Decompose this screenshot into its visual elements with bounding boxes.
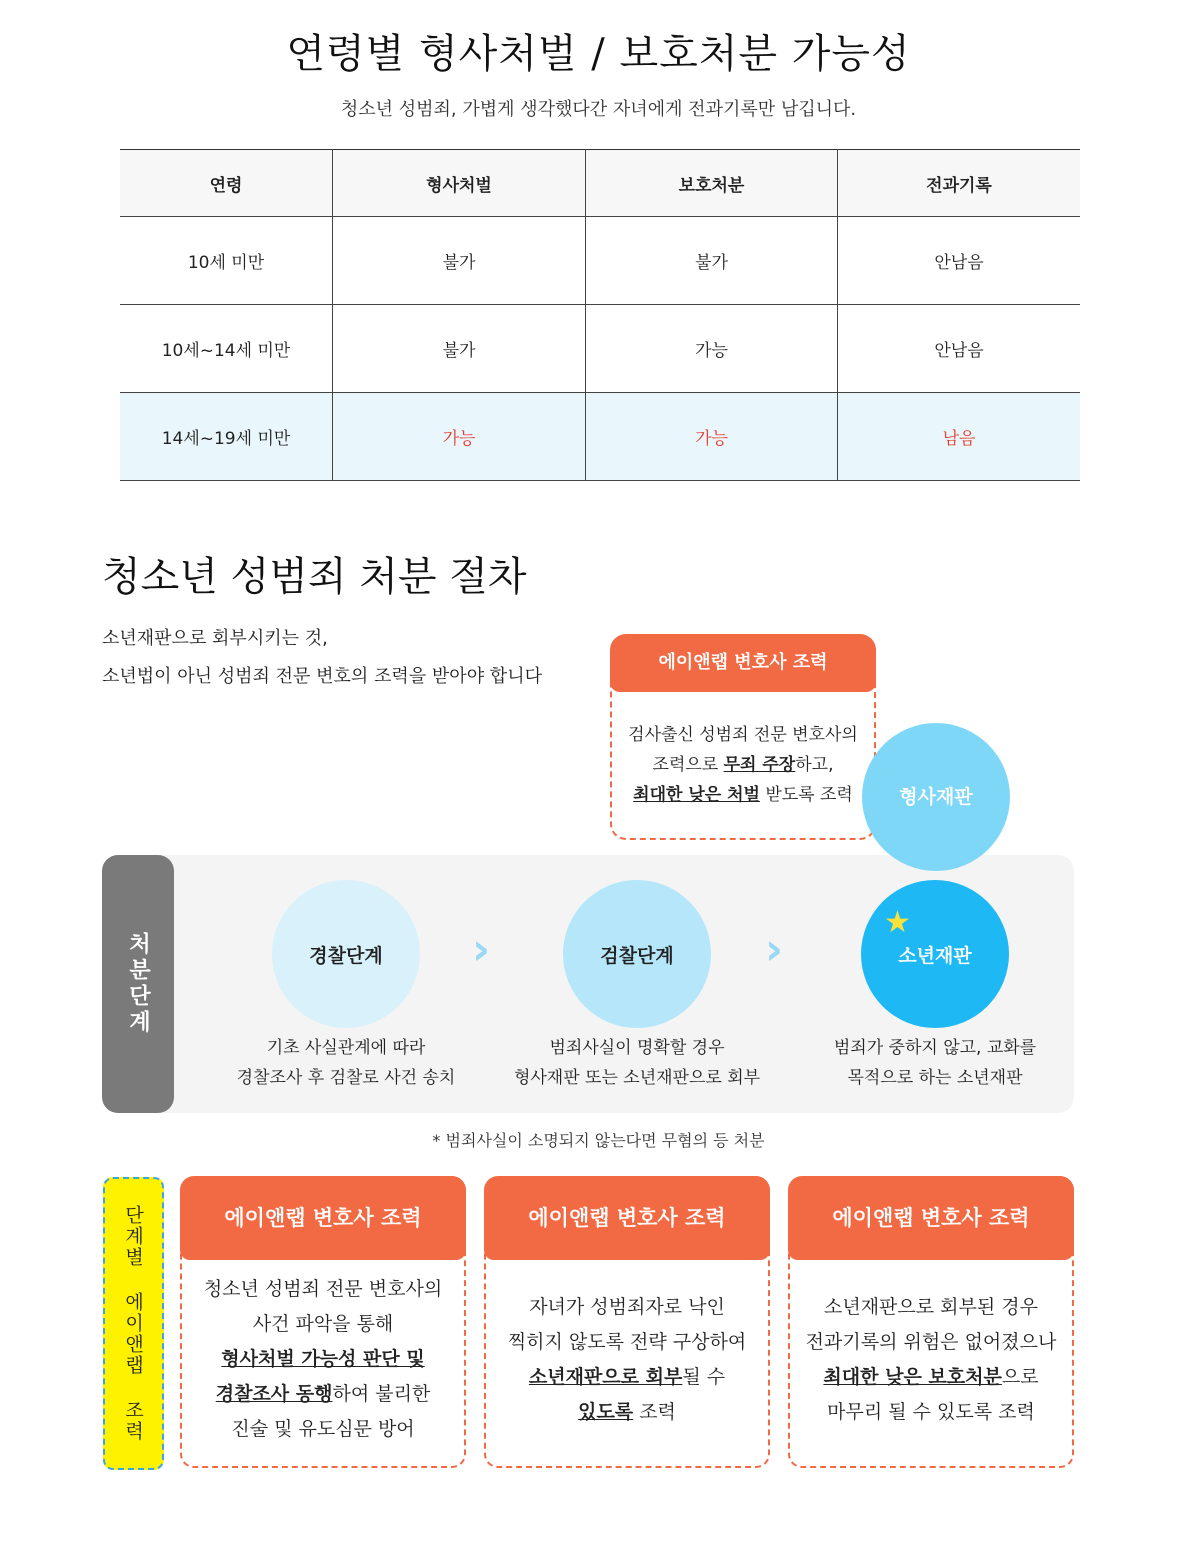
support-card [180, 1176, 466, 1466]
table-cell: 가능 [586, 393, 838, 481]
table-row [120, 217, 1080, 305]
lawyer-support-box [610, 634, 876, 840]
police-stage-circle: 경찰단계 [272, 880, 420, 1028]
table-cell: 불가 [333, 217, 586, 305]
star-icon: ★ [884, 905, 911, 940]
stage-description: 범죄가 중하지 않고, 교화를 목적으로 하는 소년재판 [833, 1038, 1037, 1088]
support-stage-label: 단계별 에이앤랩 조력 [103, 1177, 164, 1470]
stage-label: 처분단계 [102, 855, 174, 1113]
table-cell: 안남음 [838, 305, 1081, 393]
intro-line: 소년법이 아닌 성범죄 전문 변호의 조력을 받아야 합니다 [102, 666, 542, 687]
table-cell: 가능 [333, 393, 586, 481]
table-header: 보호처분 [586, 150, 838, 217]
intro-line: 소년재판으로 회부시키는 것, [102, 628, 328, 649]
card-heading: 에이앤랩 변호사 조력 [788, 1176, 1074, 1260]
card-heading: 에이앤랩 변호사 조력 [180, 1176, 466, 1260]
table-cell: 10세 미만 [120, 217, 333, 305]
table-header: 연령 [120, 150, 333, 217]
table-header: 형사처벌 [333, 150, 586, 217]
stage-description: 기초 사실관계에 따라 경찰조사 후 검찰로 사건 송치 [236, 1038, 456, 1088]
page-subtitle: 청소년 성범죄, 가볍게 생각했다간 자녀에게 전과기록만 남깁니다. [340, 99, 857, 120]
table-cell: 불가 [333, 305, 586, 393]
card-body: 자녀가 성범죄자로 낙인 찍히지 않도록 전략 구상하여 소년재판으로 회부될 수 있도록 조력 [507, 1296, 747, 1423]
support-line: 조력으로 무죄 주장하고, [652, 755, 834, 775]
support-card [788, 1176, 1074, 1466]
table-cell: 가능 [586, 305, 838, 393]
card-heading: 에이앤랩 변호사 조력 [484, 1176, 770, 1260]
page-title: 연령별 형사처벌 / 보호처분 가능성 [286, 31, 911, 77]
juvenile-trial-circle: 소년재판 [861, 880, 1009, 1028]
table-cell: 14세~19세 미만 [120, 393, 333, 481]
card-body: 청소년 성범죄 전문 변호사의 사건 파악을 통해 형사처벌 가능성 판단 및 경찰조사 동행하여 불리한 진술 및 유도심문 방어 [203, 1278, 443, 1440]
table-row [120, 305, 1080, 393]
support-card [484, 1176, 770, 1466]
stage-description: 범죄사실이 명확할 경우 형사재판 또는 소년재판으로 회부 [513, 1038, 761, 1088]
prosecution-stage-circle: 검찰단계 [563, 880, 711, 1028]
chevron-right-icon: › [472, 924, 491, 975]
table-header: 전과기록 [838, 150, 1081, 217]
age-table [120, 149, 1080, 481]
card-body: 소년재판으로 회부된 경우 전과기록의 위험은 없어졌으나 최대한 낮은 보호처분으로 마무리 될 수 있도록 조력 [805, 1296, 1057, 1423]
chevron-right-icon: › [765, 924, 784, 975]
table-header-row [120, 150, 1080, 217]
table-cell: 남음 [838, 393, 1081, 481]
criminal-trial-circle: 형사재판 [862, 723, 1010, 871]
section-title: 청소년 성범죄 처분 절차 [102, 554, 527, 600]
support-body [610, 720, 876, 810]
table-cell: 안남음 [838, 217, 1081, 305]
table-cell: 10세~14세 미만 [120, 305, 333, 393]
table-row-highlight [120, 393, 1080, 481]
footnote: * 범죄사실이 소명되지 않는다면 무혐의 등 처분 [432, 1131, 765, 1150]
support-line: 최대한 낮은 처벌 받도록 조력 [633, 785, 853, 805]
support-line: 검사출신 성범죄 전문 변호사의 [628, 725, 858, 745]
table-cell: 불가 [586, 217, 838, 305]
support-heading: 에이앤랩 변호사 조력 [610, 634, 876, 692]
